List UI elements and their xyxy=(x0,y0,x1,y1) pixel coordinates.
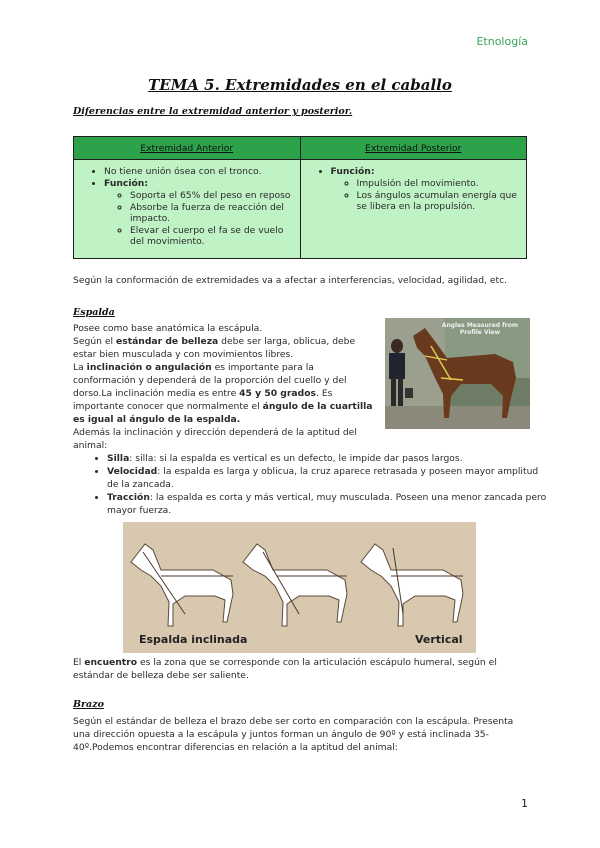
text-span: . Es importante conocer que normalmente el xyxy=(73,388,333,412)
list-item: ◦ Los ángulos acumulan energía que se libera en la propulsión. xyxy=(357,190,519,212)
encuentro-paragraph xyxy=(73,656,528,682)
text-span: El xyxy=(73,657,85,668)
list-item: ◦ Absorbe la fuerza de reacción del impacto. xyxy=(130,202,292,224)
list-item xyxy=(331,166,519,212)
text-span: es la zona que se corresponde con la articulación escápulo humeral, según el estándar de belleza debe ser saliente. xyxy=(73,657,497,681)
section-subtitle: Diferencias entre la extremidad anterior y posterior. xyxy=(73,106,353,117)
comparison-table xyxy=(73,136,527,259)
bold-span: inclinación o angulación xyxy=(86,362,212,373)
figure-label-inclinada: Espalda inclinada xyxy=(139,633,248,646)
bold-span: encuentro xyxy=(84,657,138,668)
page-title: TEMA 5. Extremidades en el caballo xyxy=(148,76,452,94)
brazo-heading: Brazo xyxy=(73,699,104,710)
espalda-line1: Posee como base anatómica la escápula. xyxy=(73,323,263,334)
list-item: ◦ Impulsión del movimiento. xyxy=(357,178,519,189)
header-tag: Etnología xyxy=(476,35,528,48)
text-span: : silla: si la espalda es vertical es un defecto, le impide dar pasos largos. xyxy=(129,453,463,464)
text-span: es importante para la conformación y dependerá de la proporción del cuello y del dorso.La inclinación media es entre xyxy=(73,362,347,399)
bold-span: 45 y 50 grados xyxy=(239,388,316,399)
list-item xyxy=(107,452,547,465)
text-span: debe ser larga, oblicua, debe estar bien musculada y con movimientos libres. xyxy=(73,336,356,360)
bold-span: ángulo de la cuartilla es igual al ángulo de la espalda. xyxy=(73,401,373,425)
espalda-paragraph xyxy=(73,322,378,452)
list-item: ◦ Elevar el cuerpo el fa se de vuelo del movimiento. xyxy=(130,225,292,247)
text-span: La xyxy=(73,362,87,373)
bold-span: Velocidad xyxy=(107,466,158,477)
horse-photo xyxy=(385,318,530,429)
text-span: : la espalda es larga y oblicua, la cruz aparece retrasada y poseen mayor amplitud de la zancada. xyxy=(107,466,539,490)
table-cell-anterior xyxy=(74,160,301,259)
brazo-paragraph: Según el estándar de belleza el brazo debe ser corto en comparación con la escápula. Presenta una dirección opuesta a la escápula y juntos forman un ángulo de 90º y está inclinada 35-40º.Podemos encontrar diferencias en relación a la aptitud del animal: xyxy=(73,716,514,753)
list-item xyxy=(107,491,547,517)
list-item: ◦ Soporta el 65% del peso en reposo xyxy=(130,190,292,201)
table-cell-posterior xyxy=(300,160,527,259)
funcion-label: Función: xyxy=(330,166,375,177)
funcion-label: Función: xyxy=(104,178,149,189)
espalda-heading: Espalda xyxy=(73,307,115,318)
list-item xyxy=(107,465,547,491)
intro-paragraph: Según la conformación de extremidades va a afectar a interferencias, velocidad, agilidad, etc. xyxy=(73,275,508,286)
text-span: Según el xyxy=(73,336,117,347)
bold-span: Tracción xyxy=(107,492,150,503)
page-number: 1 xyxy=(521,797,528,810)
list-item xyxy=(104,178,292,247)
photo-caption: Angles Measured from Profile View xyxy=(441,322,519,336)
aptitud-list xyxy=(95,452,547,517)
text-span: : la espalda es corta y más vertical, muy musculada. Poseen una menor zancada pero mayor fuerza. xyxy=(107,492,547,516)
table-header-anterior: Extremidad Anterior xyxy=(74,137,301,160)
bold-span: estándar de belleza xyxy=(116,336,219,347)
bold-span: Silla xyxy=(107,453,130,464)
text-span: Además la inclinación y dirección dependerá de la aptitud del animal: xyxy=(73,427,357,451)
figure-label-vertical: Vertical xyxy=(415,633,463,646)
list-item: • No tiene unión ósea con el tronco. xyxy=(104,166,292,177)
table-header-posterior: Extremidad Posterior xyxy=(300,137,527,160)
horses-figure xyxy=(123,522,476,653)
